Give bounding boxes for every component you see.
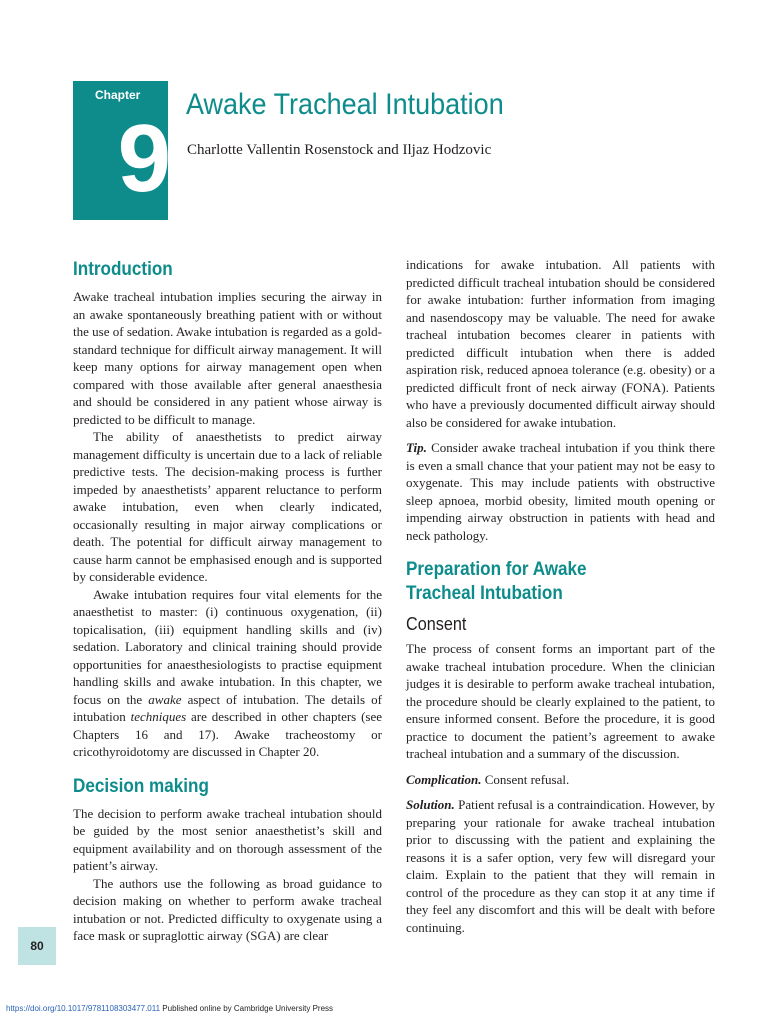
intro-p3-emphasis-techniques: techniques [130,709,187,724]
right-column [406,256,715,936]
chapter-authors: Charlotte Vallentin Rosenstock and Iljaz Hodzovic [187,142,492,158]
chapter-number: 9 [117,105,168,212]
intro-p3-emphasis-awake: awake [148,691,182,707]
solution-paragraph [406,796,715,936]
page-number: 80 [30,939,44,953]
subheading-consent: Consent [406,614,467,634]
footer [6,1004,333,1013]
intro-p3-text-a: Awake intubation requires four vital elements for the anaesthetist to master: (i) continuous oxygenation, (ii) topicalisation, (iii) equipment handling skills and (iv) sedation. Laboratory and clinical training should provide opportunities for anaesthesiologists to practise equipment handling skills and awake intubation. In this chapter, we focus on the [73,586,382,707]
page-number-tab [18,927,56,965]
section-heading-introduction: Introduction [73,259,173,280]
consent-paragraph: The process of consent forms an important part of the awake tracheal intubation procedure. When the clinician judges it is desirable to perform awake tracheal intubation, the procedure should be clearly explained to the patient, to ensure informed consent. Before the procedure, it is good practice to document the patient’s agreement to awake tracheal intubation and a summary of the discussion. [406,641,715,761]
intro-p3-text-b: aspect of intubation. The details of intubation [73,691,382,724]
complication-paragraph [406,771,715,789]
tip-paragraph [406,439,715,544]
intro-paragraph-3 [73,586,382,761]
complication-label: Complication. [406,771,482,787]
decision-paragraph-1: The decision to perform awake tracheal intubation should be guided by the most senior anaesthetist’s skill and equipment availability and on thorough assessment of the patient’s airway. [73,805,382,873]
section-heading-decision-making: Decision making [73,775,209,797]
prep-heading-line-1: Preparation for Awake [406,559,587,580]
tip-text: Consider awake tracheal intubation if you think there is even a small chance that your patient may not be easy to oxygenate. This may include patients with obstructive sleep apnoea, morbid obesity, limited mouth opening or impending airway obstruction in patients with head and neck pathology. [406,440,715,543]
section-heading-preparation [406,558,684,606]
complication-text: Consent refusal. [481,771,570,787]
intro-paragraph-1: Awake tracheal intubation implies securing the airway in an awake spontaneously breathing patient with or without the use of sedation. Awake intubation is regarded as a gold-standard technique for difficult airway management. It will keep many options for airway management open when compared with those available after general anaesthesia and should be considered in any patient whose airway is predicted to be difficult to manage. [73,289,382,427]
continued-paragraph: indications for awake intubation. All patients with predicted difficult tracheal intubation should be considered for awake intubation: further information from imaging and nasendoscopy may be valuable. The need for awake tracheal intubation becomes clearer in patients with predicted difficult intubation when there is added aspiration risk, reduced apnoea tolerance (e.g. obesity) or a predicted difficult front of neck airway (FONA). Patients who have a previously documented difficult airway should also be considered for awake intubation. [406,257,715,430]
solution-text: Patient refusal is a contraindication. However, by preparing your rationale for awake tracheal intubation prior to discussing with the patient and explaining the reasons it is a safer option, very few will disregard your claim. Explain to the patient that they will remain in control of the procedure as they can stop it at any time if they feel any discomfort and this will be dealt with before continuing. [406,797,715,935]
solution-label: Solution. [406,797,455,812]
chapter-title: Awake Tracheal Intubation [186,88,504,121]
prep-heading-line-2: Tracheal Intubation [406,583,563,604]
chapter-label: Chapter [95,88,141,102]
footer-published-text: Published online by Cambridge University Press [160,1004,334,1013]
intro-p3-text-c: are described in other chapters (see Chapters 16 and 17). Awake tracheostomy or cricothyroidotomy are discussed in Chapter 20. [73,709,383,759]
chapter-badge [73,81,168,220]
tip-label: Tip. [406,440,427,455]
decision-paragraph-2: The authors use the following as broad guidance to decision making on whether to perform awake tracheal intubation or not. Predicted difficulty to oxygenate using a face mask or supraglottic airway (SGA) are clear [73,875,382,943]
doi-link[interactable]: https://doi.org/10.1017/9781108303477.011 [6,1004,161,1013]
left-column [73,258,382,945]
intro-paragraph-2: The ability of anaesthetists to predict airway management difficulty is uncertain due to a lack of reliable predictive tests. The decision-making process is further impeded by anaesthetists’ apparent reluctance to perform awake intubation, even when clearly indicated, occasionally resulting in major airway complications or death. The potential for difficult airway management to cause harm cannot be emphasised enough and is supported by considerable evidence. [73,429,382,584]
